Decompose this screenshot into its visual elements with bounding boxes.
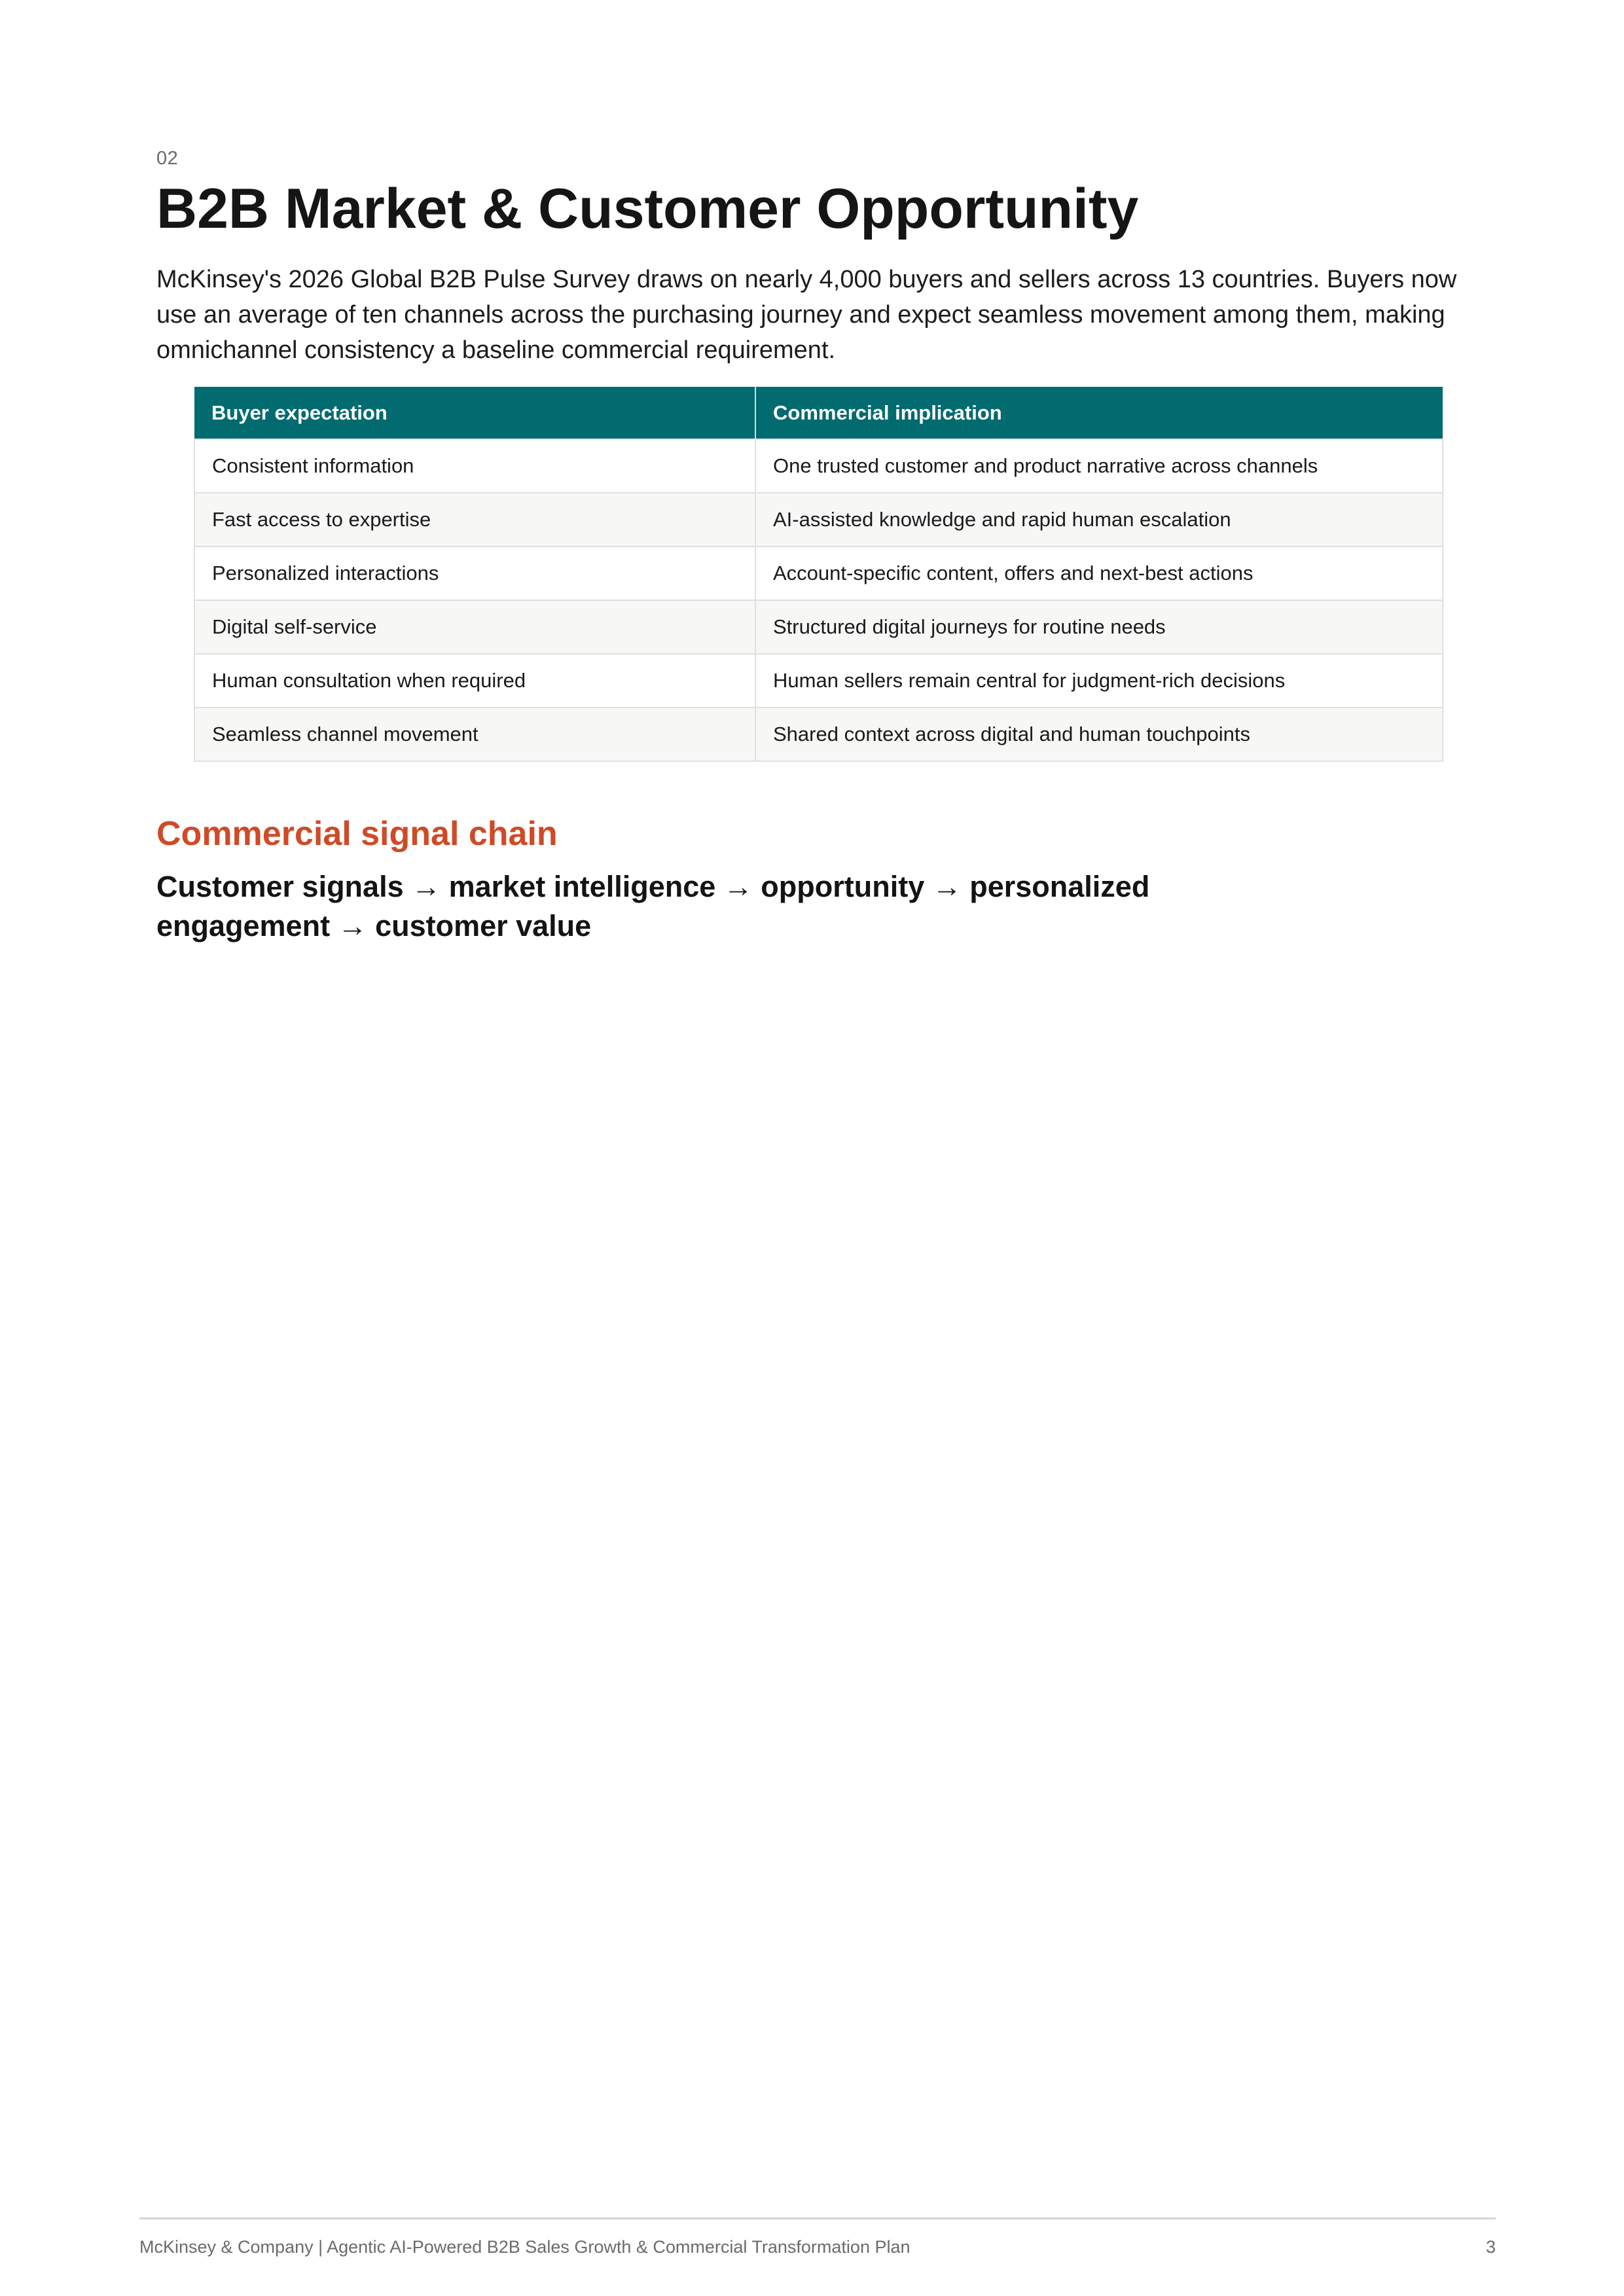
table-cell: Structured digital journeys for routine needs xyxy=(755,600,1443,654)
table-cell: Consistent information xyxy=(194,439,755,493)
table-row xyxy=(194,439,1443,493)
signal-chain-heading: Commercial signal chain xyxy=(156,815,558,853)
table-cell: AI-assisted knowledge and rapid human escalation xyxy=(755,493,1443,547)
buyer-expectation-table xyxy=(194,387,1442,762)
table-cell: Human sellers remain central for judgment-rich decisions xyxy=(755,654,1443,708)
chain-step: Customer signals xyxy=(156,870,404,903)
table-header-cell: Buyer expectation xyxy=(194,387,755,439)
chain-step: customer value xyxy=(375,909,592,942)
table-cell: Personalized interactions xyxy=(194,547,755,600)
table-cell: Digital self-service xyxy=(194,600,755,654)
table-row xyxy=(194,708,1443,761)
table-cell: Seamless channel movement xyxy=(194,708,755,761)
table-row xyxy=(194,654,1443,708)
table-header-cell: Commercial implication xyxy=(755,387,1443,439)
table-row xyxy=(194,600,1443,654)
footer-divider xyxy=(139,2217,1496,2219)
table-cell: One trusted customer and product narrative across channels xyxy=(755,439,1443,493)
page-title: B2B Market & Customer Opportunity xyxy=(156,177,1139,240)
page-number: 3 xyxy=(1485,2237,1496,2257)
chain-step: personalized engagement xyxy=(156,870,1150,942)
right-arrow-icon: → xyxy=(338,909,368,942)
right-arrow-icon: → xyxy=(932,870,962,903)
table-cell: Fast access to expertise xyxy=(194,493,755,547)
table-cell: Human consultation when required xyxy=(194,654,755,708)
right-arrow-icon: → xyxy=(411,870,441,903)
chain-step: market intelligence xyxy=(448,870,716,903)
table-cell: Account-specific content, offers and next-best actions xyxy=(755,547,1443,600)
table-row xyxy=(194,493,1443,547)
table-header-row xyxy=(194,387,1443,439)
footer-text: McKinsey & Company | Agentic AI-Powered B2B Sales Growth & Commercial Transformation Plan xyxy=(139,2237,911,2257)
intro-paragraph: McKinsey's 2026 Global B2B Pulse Survey draws on nearly 4,000 buyers and sellers across 13 countries. Buyers now use an average of ten channels across the purchasing journey and expect seamless movement among them, making omnichannel consistency a baseline commercial requirement. xyxy=(156,266,1457,364)
signal-chain-sequence xyxy=(156,867,1492,946)
chain-step: opportunity xyxy=(761,870,925,903)
table-row xyxy=(194,547,1443,600)
table-cell: Shared context across digital and human touchpoints xyxy=(755,708,1443,761)
right-arrow-icon: → xyxy=(723,870,753,903)
section-number: 02 xyxy=(156,148,179,169)
